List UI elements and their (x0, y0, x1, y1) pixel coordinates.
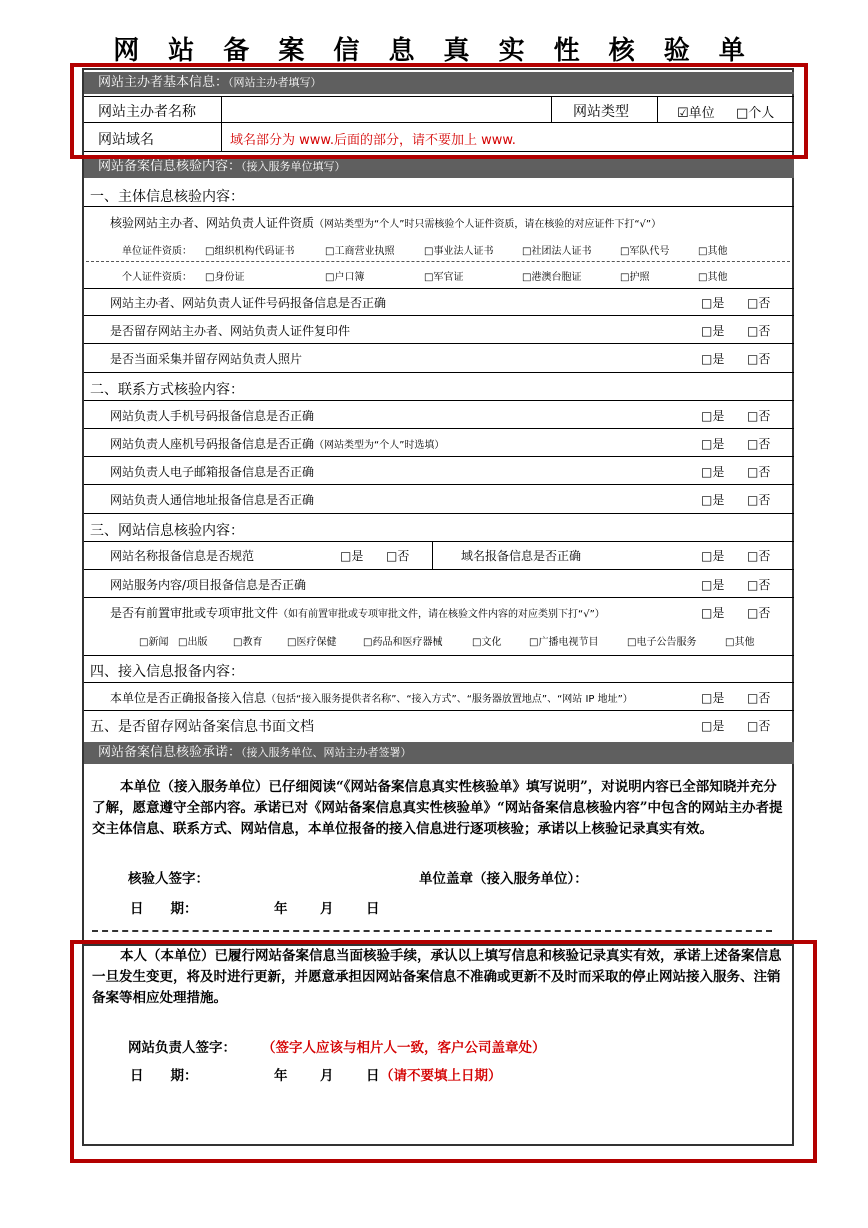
verifier-sign-label: 核验人签字： (128, 871, 209, 887)
no-checkbox[interactable]: □否 (747, 437, 771, 451)
approval-broadcast[interactable]: □广播电视节目 (529, 637, 599, 648)
no-checkbox[interactable]: □否 (747, 606, 771, 620)
approval-publishing[interactable]: □出版 (178, 637, 208, 648)
cut-line (92, 930, 772, 932)
yes-checkbox[interactable]: □是 (701, 437, 725, 451)
no-checkbox[interactable]: □否 (747, 324, 771, 338)
subsection-identity-title: 一、主体信息核验内容： (90, 189, 244, 205)
section-header-verification: 网站备案信息核验内容：（接入服务单位填写） (84, 156, 794, 178)
owner-date-label: 日 期： (130, 1068, 198, 1084)
yes-checkbox[interactable]: □是 (701, 493, 725, 507)
yes-checkbox[interactable]: □是 (701, 296, 725, 310)
yes-checkbox[interactable]: □是 (701, 691, 725, 705)
approval-bbs[interactable]: □电子公告服务 (627, 637, 697, 648)
day-label: 日 (366, 901, 380, 917)
question-email: 网站负责人电子邮箱报备信息是否正确 (110, 465, 315, 479)
yes-checkbox[interactable]: □是 (701, 719, 725, 733)
subsection-website-title: 三、网站信息核验内容： (90, 523, 244, 539)
question-id-numbers: 网站主办者、网站负责人证件号码报备信息是否正确 (110, 296, 387, 310)
unit-doc-institution[interactable]: □事业法人证书 (424, 246, 494, 257)
section-header-sponsor: 网站主办者基本信息：（网站主办者填写） (84, 72, 794, 94)
year-label: 年 (274, 901, 288, 917)
question-site-name: 网站名称报备信息是否规范 (110, 549, 255, 563)
question-landline: 网站负责人座机号码报备信息是否正确（网站类型为“个人”时选填） (110, 437, 445, 451)
subsection-access-title: 四、接入信息报备内容： (90, 664, 244, 680)
unit-doc-org-code[interactable]: □组织机构代码证书 (205, 246, 295, 257)
site-type-person-checkbox[interactable]: □个人 (736, 106, 775, 121)
unit-doc-association[interactable]: □社团法人证书 (522, 246, 592, 257)
owner-date-note: （请不要填上日期） (380, 1068, 502, 1084)
sponsor-name-label: 网站主办者名称 (98, 104, 196, 120)
identity-docs-question: 核验网站主办者、网站负责人证件资质（网站类型为“个人”时只需核验个人证件资质，请在核验的对应证件下打“√”） (110, 216, 662, 230)
person-doc-officer[interactable]: □军官证 (424, 272, 464, 283)
approval-culture[interactable]: □文化 (472, 637, 502, 648)
question-approval: 是否有前置审批或专项审批文件（如有前置审批或专项审批文件，请在核验文件内容的对应类别下打“√”） (110, 606, 605, 620)
yes-checkbox[interactable]: □是 (340, 549, 364, 563)
unit-stamp-label: 单位盖章（接入服务单位）： (419, 871, 588, 887)
approval-drugs[interactable]: □药品和医疗器械 (363, 637, 443, 648)
owner-sign-note: （签字人应该与相片人一致，客户公司盖章处） (262, 1040, 546, 1056)
person-doc-passport[interactable]: □护照 (620, 272, 650, 283)
domain-hint[interactable]: 域名部分为 www.后面的部分，请不要加上 www. (230, 133, 516, 148)
subsection-contact-title: 二、联系方式核验内容： (90, 382, 244, 398)
question-access-info: 本单位是否正确报备接入信息（包括“接入服务提供者名称”、“接入方式”、“服务器放置地点”、“网站 IP 地址”） (110, 691, 633, 705)
subsection-document-title: 五、是否留存网站备案信息书面文档 (90, 719, 314, 735)
yes-checkbox[interactable]: □是 (701, 324, 725, 338)
owner-commitment-paragraph: 本人（本单位）已履行网站备案信息当面核验手续，承认以上填写信息和核验记录真实有效，承诺上述备案信息一旦发生变更，将及时进行更新，并愿意承担因网站备案信息不准确或更新不及时而采取的停止网站接入服务、注销备案等相应处理措施。 (92, 948, 782, 1006)
yes-checkbox[interactable]: □是 (701, 578, 725, 592)
domain-label: 网站域名 (98, 132, 154, 148)
no-checkbox[interactable]: □否 (747, 719, 771, 733)
highlight-box-bottom (70, 940, 817, 1163)
question-photo: 是否当面采集并留存网站负责人照片 (110, 352, 303, 366)
no-checkbox[interactable]: □否 (747, 691, 771, 705)
no-checkbox[interactable]: □否 (747, 465, 771, 479)
month-label: 月 (320, 901, 334, 917)
no-checkbox[interactable]: □否 (747, 578, 771, 592)
unit-doc-business-license[interactable]: □工商营业执照 (325, 246, 395, 257)
site-type-unit-checkbox[interactable]: ☑单位 (677, 106, 715, 121)
yes-checkbox[interactable]: □是 (701, 549, 725, 563)
approval-education[interactable]: □教育 (233, 637, 263, 648)
owner-day-label: 日 (366, 1068, 380, 1084)
unit-doc-military[interactable]: □军队代号 (620, 246, 670, 257)
form-title: 网 站 备 案 信 息 真 实 性 核 验 单 (113, 36, 755, 66)
question-id-copies: 是否留存网站主办者、网站负责人证件复印件 (110, 324, 351, 338)
question-domain: 域名报备信息是否正确 (461, 549, 582, 563)
owner-month-label: 月 (320, 1068, 334, 1084)
unit-docs-label: 单位证件资质： (122, 246, 192, 257)
highlight-box-top (70, 63, 808, 159)
yes-checkbox[interactable]: □是 (701, 352, 725, 366)
question-address: 网站负责人通信地址报备信息是否正确 (110, 493, 315, 507)
approval-healthcare[interactable]: □医疗保健 (287, 637, 337, 648)
approval-other[interactable]: □其他 (725, 637, 755, 648)
yes-checkbox[interactable]: □是 (701, 465, 725, 479)
no-checkbox[interactable]: □否 (747, 549, 771, 563)
commitment-paragraph: 本单位（接入服务单位）已仔细阅读“《网站备案信息真实性核验单》填写说明”，对说明内容已全部知晓并充分了解，愿意遵守全部内容。承诺已对《网站备案信息真实性核验单》“网站备案信息核验内容”中包含的网站主办者提交主体信息、联系方式、网站信息，本单位报备的接入信息进行逐项核验；承诺以上核验记录真实有效。 (92, 779, 783, 837)
section-header-commitment: 网站备案信息核验承诺：（接入服务单位、网站主办者签署） (84, 742, 794, 764)
question-mobile: 网站负责人手机号码报备信息是否正确 (110, 409, 315, 423)
person-doc-id-card[interactable]: □身份证 (205, 272, 245, 283)
person-doc-hk-tw[interactable]: □港澳台胞证 (522, 272, 582, 283)
no-checkbox[interactable]: □否 (747, 493, 771, 507)
yes-checkbox[interactable]: □是 (701, 409, 725, 423)
owner-year-label: 年 (274, 1068, 288, 1084)
no-checkbox[interactable]: □否 (747, 352, 771, 366)
no-checkbox[interactable]: □否 (386, 549, 410, 563)
date-label: 日 期： (130, 901, 198, 917)
approval-news[interactable]: □新闻 (139, 637, 169, 648)
yes-checkbox[interactable]: □是 (701, 606, 725, 620)
person-doc-other[interactable]: □其他 (698, 272, 728, 283)
owner-sign-label: 网站负责人签字： (128, 1040, 236, 1056)
person-docs-label: 个人证件资质： (122, 272, 192, 283)
question-service-content: 网站服务内容/项目报备信息是否正确 (110, 578, 307, 592)
site-type-label: 网站类型 (573, 104, 629, 120)
person-doc-household[interactable]: □户口簿 (325, 272, 365, 283)
no-checkbox[interactable]: □否 (747, 409, 771, 423)
unit-doc-other[interactable]: □其他 (698, 246, 728, 257)
no-checkbox[interactable]: □否 (747, 296, 771, 310)
